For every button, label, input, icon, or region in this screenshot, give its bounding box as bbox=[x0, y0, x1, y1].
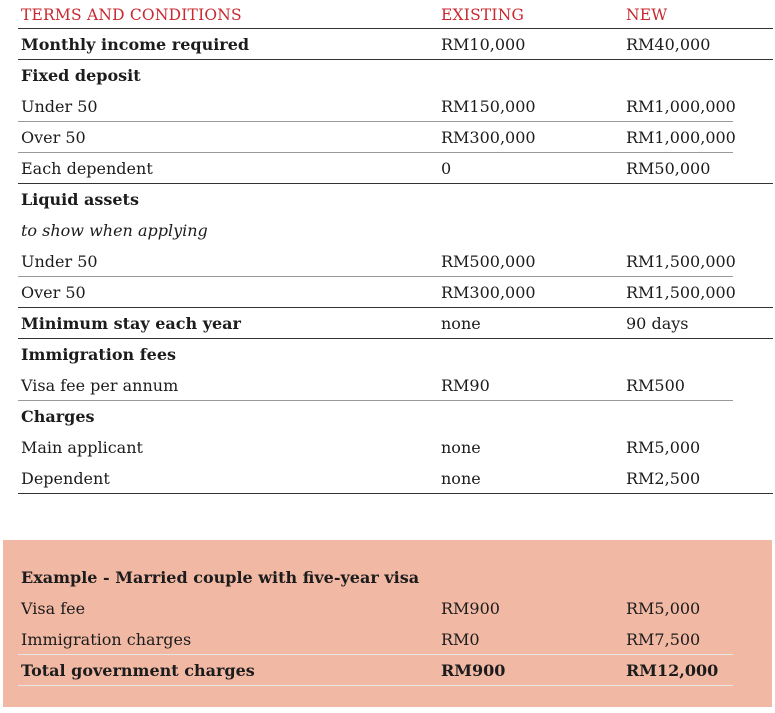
row-existing: none bbox=[441, 314, 481, 333]
row-new: RM7,500 bbox=[626, 630, 701, 649]
row-new: RM5,000 bbox=[626, 438, 701, 457]
table-row bbox=[0, 246, 775, 277]
table-row bbox=[0, 308, 775, 339]
section-heading bbox=[0, 184, 775, 215]
row-existing: RM0 bbox=[441, 630, 480, 649]
section-subheading bbox=[0, 215, 775, 246]
table-row bbox=[0, 593, 775, 624]
row-new: RM50,000 bbox=[626, 159, 711, 178]
example-title-row bbox=[0, 562, 775, 593]
row-existing: RM150,000 bbox=[441, 97, 536, 116]
table-row bbox=[0, 277, 775, 308]
section-heading bbox=[0, 401, 775, 432]
table-row bbox=[0, 463, 775, 494]
row-label: Each dependent bbox=[21, 159, 153, 178]
row-label: Visa fee bbox=[21, 599, 86, 618]
row-label: Over 50 bbox=[21, 283, 86, 302]
row-label: Immigration charges bbox=[21, 630, 192, 649]
row-label: Charges bbox=[21, 407, 95, 426]
row-existing: RM900 bbox=[441, 599, 500, 618]
header-new: NEW bbox=[626, 6, 668, 24]
row-new: RM5,000 bbox=[626, 599, 701, 618]
row-new: RM1,500,000 bbox=[626, 283, 736, 302]
row-existing: 0 bbox=[441, 159, 452, 178]
row-existing: none bbox=[441, 438, 481, 457]
row-label: Visa fee per annum bbox=[21, 376, 179, 395]
row-existing: RM10,000 bbox=[441, 35, 526, 54]
total-row bbox=[0, 655, 775, 686]
row-existing: none bbox=[441, 469, 481, 488]
row-new: 90 days bbox=[626, 314, 689, 333]
table-row bbox=[0, 432, 775, 463]
table-row bbox=[0, 153, 775, 184]
table-row bbox=[0, 624, 775, 655]
row-new: RM1,500,000 bbox=[626, 252, 736, 271]
table-row bbox=[0, 91, 775, 122]
row-new: RM1,000,000 bbox=[626, 128, 736, 147]
divider bbox=[18, 493, 773, 494]
example-title: Example - Married couple with five-year visa bbox=[21, 568, 420, 587]
section-heading bbox=[0, 60, 775, 91]
row-label: to show when applying bbox=[21, 221, 208, 240]
row-new: RM12,000 bbox=[626, 661, 719, 680]
row-new: RM1,000,000 bbox=[626, 97, 736, 116]
example-box bbox=[3, 540, 772, 707]
row-label: Minimum stay each year bbox=[21, 314, 241, 333]
header-terms: TERMS AND CONDITIONS bbox=[21, 6, 242, 24]
row-new: RM2,500 bbox=[626, 469, 701, 488]
row-label: Under 50 bbox=[21, 252, 98, 271]
row-existing: RM500,000 bbox=[441, 252, 536, 271]
table-header bbox=[0, 0, 775, 29]
table-row bbox=[0, 122, 775, 153]
row-label: Over 50 bbox=[21, 128, 86, 147]
divider bbox=[18, 685, 733, 686]
row-existing: RM900 bbox=[441, 661, 506, 680]
row-label: Liquid assets bbox=[21, 190, 139, 209]
row-label: Dependent bbox=[21, 469, 110, 488]
row-new: RM500 bbox=[626, 376, 685, 395]
row-new: RM40,000 bbox=[626, 35, 711, 54]
row-label: Main applicant bbox=[21, 438, 143, 457]
table-row bbox=[0, 29, 775, 60]
section-heading bbox=[0, 339, 775, 370]
table-row bbox=[0, 370, 775, 401]
row-existing: RM90 bbox=[441, 376, 490, 395]
row-label: Monthly income required bbox=[21, 35, 250, 54]
row-label: Immigration fees bbox=[21, 345, 176, 364]
header-existing: EXISTING bbox=[441, 6, 525, 24]
row-existing: RM300,000 bbox=[441, 283, 536, 302]
row-existing: RM300,000 bbox=[441, 128, 536, 147]
row-label: Total government charges bbox=[21, 661, 255, 680]
row-label: Fixed deposit bbox=[21, 66, 141, 85]
row-label: Under 50 bbox=[21, 97, 98, 116]
